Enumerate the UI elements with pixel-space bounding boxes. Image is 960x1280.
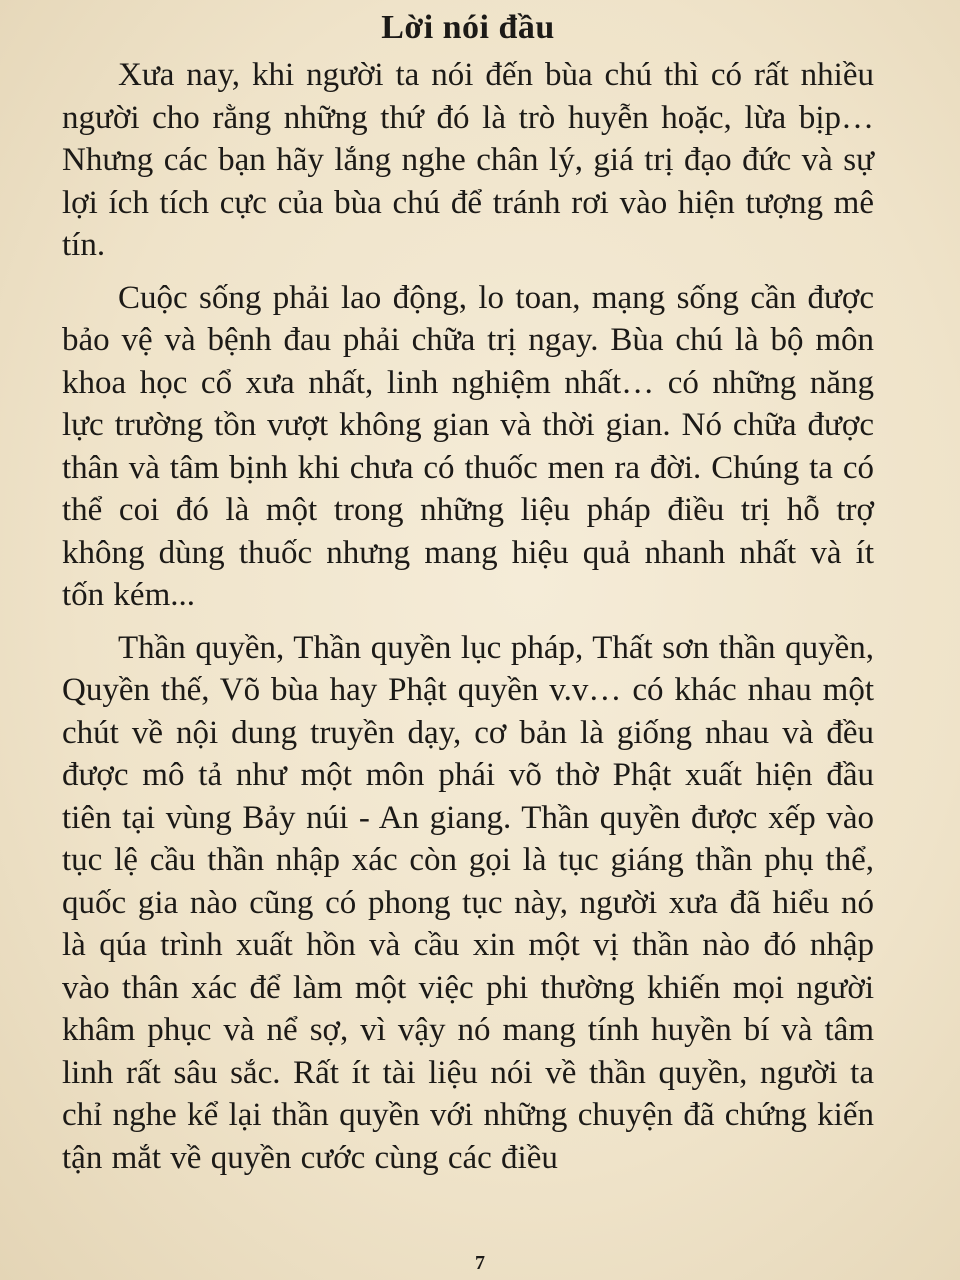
paragraph-3: Thần quyền, Thần quyền lục pháp, Thất sơn thần quyền, Quyền thế, Võ bùa hay Phật quyền v.v… có khác nhau một chút về nội dung truyền dạy, cơ bản là giống nhau và đều được mô tả như một môn phái võ thờ Phật xuất hiện đầu tiên tại vùng Bảy núi - An giang. Thần quyền được xếp vào tục lệ cầu thần nhập xác còn gọi là tục giáng thần phụ thể, quốc gia nào cũng có phong tục này, người xưa đã hiểu nó là qúa trình xuất hồn và cầu xin một vị thần nào đó nhập vào thân xác để làm một việc phi thường khiến mọi người khâm phục và nể sợ, vì vậy nó mang tính huyền bí và tâm linh rất sâu sắc. Rất ít tài liệu nói về thần quyền, người ta chỉ nghe kể lại thần quyền với những chuyện đã chứng kiến tận mắt về quyền cước cùng các điều (62, 629, 874, 1176)
paragraph-1: Xưa nay, khi người ta nói đến bùa chú thì có rất nhiều người cho rằng những thứ đó là trò huyễn hoặc, lừa bịp… Nhưng các bạn hãy lắng nghe chân lý, giá trị đạo đức và sự lợi ích tích cực của bùa chú để tránh rơi vào hiện tượng mê tín. (62, 57, 874, 263)
page-content (62, 0, 874, 1189)
paragraph-2: Cuộc sống phải lao động, lo toan, mạng sống cần được bảo vệ và bệnh đau phải chữa trị ngay. Bùa chú là bộ môn khoa học cổ xưa nhất, linh nghiệm nhất… có những năng lực trường tồn vượt không gian và thời gian. Nó chữa được thân và tâm bịnh khi chưa có thuốc men ra đời. Chúng ta có thể coi đó là một trong những liệu pháp điều trị hỗ trợ không dùng thuốc nhưng mang hiệu quả nhanh nhất và ít tốn kém... (62, 279, 874, 613)
page-number: 7 (475, 1252, 485, 1274)
chapter-title: Lời nói đầu (381, 9, 555, 46)
